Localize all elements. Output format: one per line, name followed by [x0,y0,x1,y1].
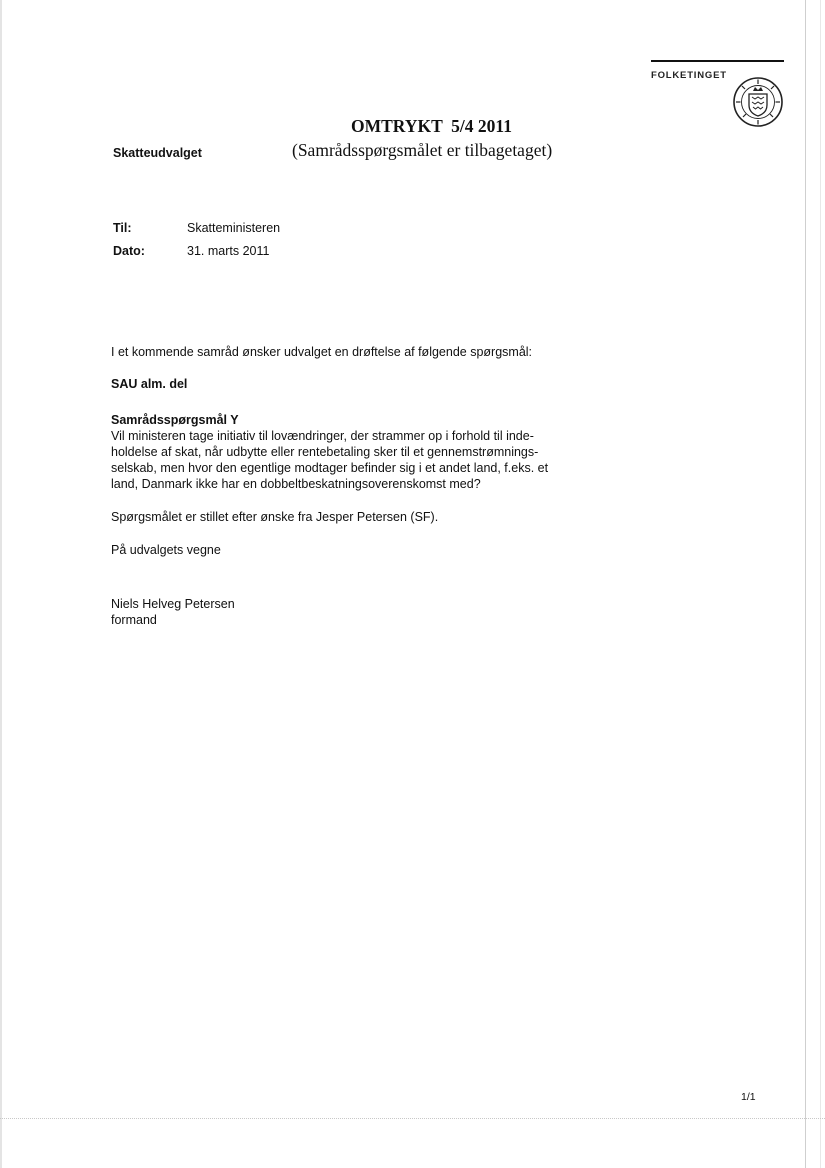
question-line: selskab, men hvor den egentlige modtager befinder sig i et andet land, f.eks. et [111,461,549,475]
asked-by-text: Spørgsmålet er stillet efter ønske fra Jesper Petersen (SF). [111,510,439,524]
header-rule [651,60,784,62]
folketinget-seal-icon [732,76,784,128]
question-line: land, Danmark ikke har en dobbeltbeskatningsoverenskomst med? [111,477,481,491]
case-reference: SAU alm. del [111,377,188,391]
scan-edge-left [0,0,2,1168]
reprint-note: (Samrådsspørgsmålet er tilbagetaget) [292,140,553,160]
question-line: Vil ministeren tage initiativ til lovændringer, der strammer op i forhold til inde- [111,429,534,443]
intro-text: I et kommende samråd ønsker udvalget en drøftelse af følgende spørgsmål: [111,345,533,359]
signer-name: Niels Helveg Petersen [111,597,235,611]
committee-name: Skatteudvalget [113,146,202,160]
date-value: 31. marts 2011 [187,244,270,258]
signer-title: formand [111,613,157,627]
question-heading: Samrådsspørgsmål Y [111,413,239,427]
recipient-value: Skatteministeren [187,221,281,235]
question-text [111,428,573,492]
question-line: holdelse af skat, når udbytte eller rentebetaling sker til et gennemstrømnings- [111,445,539,459]
recipient-label: Til: [113,221,132,235]
scan-edge-right-outer [820,0,821,1168]
page-number: 1/1 [741,1091,756,1103]
on-behalf-text: På udvalgets vegne [111,543,221,557]
date-label: Dato: [113,244,145,258]
scan-bottom-line [0,1118,825,1119]
org-name: FOLKETINGET [651,70,727,81]
reprint-title: OMTRYKT 5/4 2011 [351,116,512,136]
scan-edge-right [805,0,806,1168]
